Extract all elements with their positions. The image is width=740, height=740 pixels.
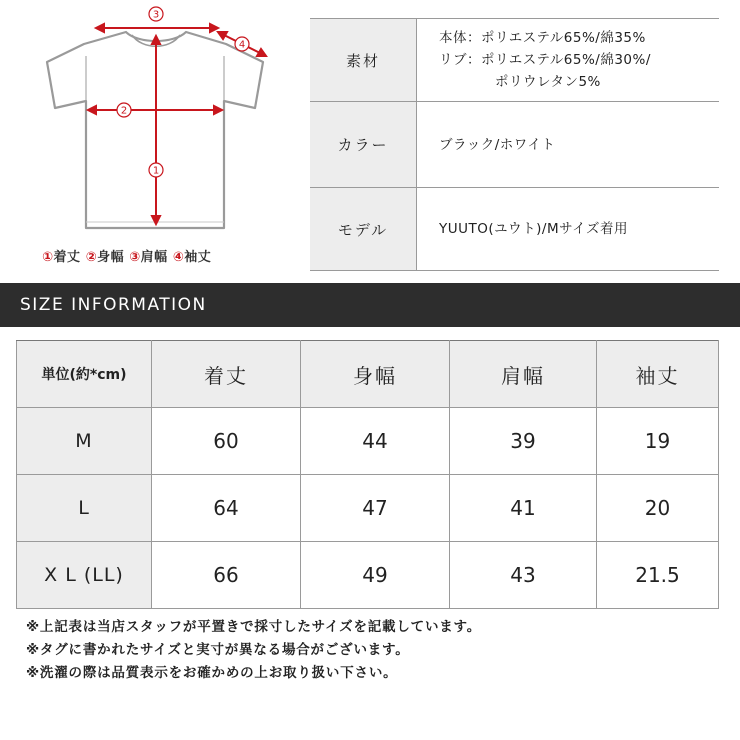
product-info-table bbox=[310, 18, 719, 271]
table-cell: 43 bbox=[450, 542, 597, 609]
marker-2: 2 bbox=[120, 105, 128, 117]
table-cell: 21.5 bbox=[597, 542, 719, 609]
note-line: ※上記表は当店スタッフが平置きで採寸したサイズを記載しています。 bbox=[26, 619, 482, 635]
legend-label-1: 着丈 bbox=[53, 250, 81, 265]
notes bbox=[26, 616, 481, 685]
table-cell: 41 bbox=[450, 475, 597, 542]
legend-num-3: ③ bbox=[129, 250, 141, 265]
size-label: X L (LL) bbox=[17, 542, 152, 609]
table-row bbox=[17, 475, 719, 542]
note-line: ※洗濯の際は品質表示をお確かめの上お取り扱い下さい。 bbox=[26, 665, 398, 681]
table-cell: 19 bbox=[597, 408, 719, 475]
info-key: カラー bbox=[310, 102, 417, 188]
table-cell: 66 bbox=[152, 542, 301, 609]
legend-num-4: ④ bbox=[172, 250, 185, 265]
table-cell: 60 bbox=[152, 408, 301, 475]
size-information-banner: SIZE INFORMATION bbox=[0, 283, 740, 327]
legend-label-3: 肩幅 bbox=[140, 250, 168, 265]
info-line: リブ：ポリエステル65%/綿30%/ bbox=[439, 52, 651, 68]
info-row-model bbox=[310, 188, 719, 271]
diagram-legend bbox=[42, 246, 282, 265]
legend-label-2: 身幅 bbox=[97, 250, 125, 265]
table-cell: 44 bbox=[301, 408, 450, 475]
info-line: 本体：ポリエステル65%/綿35% bbox=[439, 30, 646, 46]
marker-4: 4 bbox=[238, 39, 246, 51]
info-line: YUUTO(ユウト)/Mサイズ着用 bbox=[439, 221, 629, 237]
header-sleeve: 袖丈 bbox=[597, 341, 719, 408]
size-label: M bbox=[17, 408, 152, 475]
header-unit: 単位(約*cm) bbox=[17, 341, 152, 408]
size-table bbox=[16, 340, 719, 609]
size-table-header bbox=[17, 341, 719, 408]
info-line: ポリウレタン5% bbox=[495, 74, 601, 90]
info-line: ブラック/ホワイト bbox=[439, 136, 556, 153]
table-cell: 20 bbox=[597, 475, 719, 542]
info-row-material bbox=[310, 19, 719, 102]
info-value bbox=[417, 102, 720, 188]
table-cell: 47 bbox=[301, 475, 450, 542]
table-row bbox=[17, 408, 719, 475]
header-shoulder: 肩幅 bbox=[450, 341, 597, 408]
marker-1: 1 bbox=[152, 165, 160, 177]
size-label: L bbox=[17, 475, 152, 542]
header-length: 着丈 bbox=[152, 341, 301, 408]
info-value bbox=[417, 19, 720, 102]
info-value bbox=[417, 188, 720, 271]
table-cell: 64 bbox=[152, 475, 301, 542]
table-cell: 49 bbox=[301, 542, 450, 609]
marker-3: 3 bbox=[152, 9, 160, 21]
tshirt-diagram bbox=[28, 0, 298, 272]
legend-label-4: 袖丈 bbox=[184, 250, 212, 265]
info-row-color bbox=[310, 102, 719, 188]
table-row bbox=[17, 542, 719, 609]
note-line: ※タグに書かれたサイズと実寸が異なる場合がございます。 bbox=[26, 642, 410, 658]
table-cell: 39 bbox=[450, 408, 597, 475]
info-key: 素材 bbox=[310, 19, 417, 102]
legend-num-2: ② bbox=[85, 250, 98, 265]
legend-num-1: ① bbox=[42, 250, 54, 265]
info-key: モデル bbox=[310, 188, 417, 271]
header-width: 身幅 bbox=[301, 341, 450, 408]
